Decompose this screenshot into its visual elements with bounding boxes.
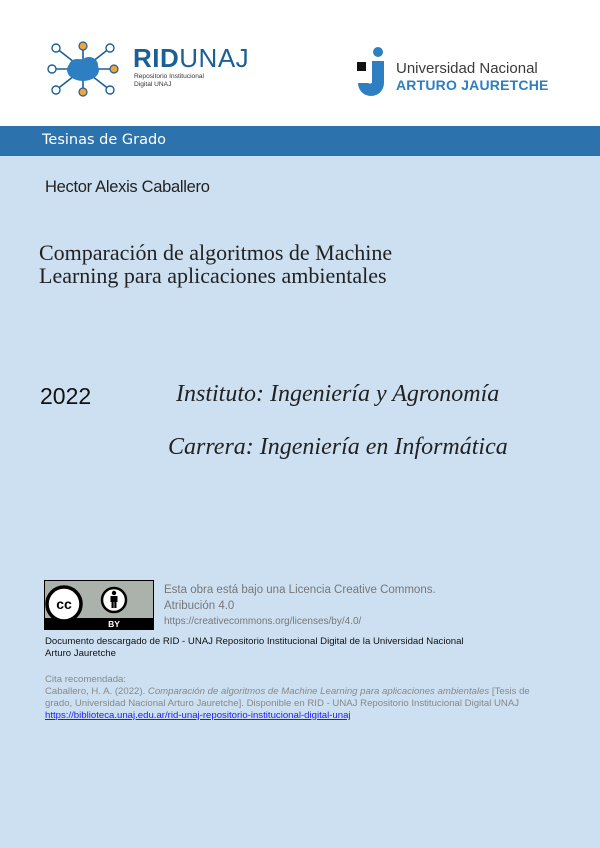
unaj-name-line1: Universidad Nacional	[396, 60, 538, 77]
rid-bold: RID	[133, 43, 180, 73]
rid-unaj-wordmark	[133, 44, 249, 72]
license-url[interactable]: https://creativecommons.org/licenses/by/4.0/	[164, 616, 362, 627]
cc-by-badge-icon[interactable]	[44, 580, 154, 630]
unaj-logo-icon	[357, 47, 389, 97]
unaj-name-line2: ARTURO JAURETCHE	[396, 77, 549, 93]
instituto: Instituto: Ingeniería y Agronomía	[176, 381, 500, 407]
citation-text	[45, 686, 557, 722]
rid-sub-line1: Repositorio Institucional	[134, 73, 205, 80]
author-name: Hector Alexis Caballero	[45, 178, 210, 196]
download-notice: Documento descargado de RID - UNAJ Repositorio Institucional Digital de la Universidad Nacional Arturo Jauretche	[45, 636, 464, 659]
category-label: Tesinas de Grado	[42, 132, 167, 148]
cc-label: cc	[56, 596, 72, 612]
rid-sub-line2: Digital UNAJ	[134, 81, 172, 88]
title-line1: Comparación de algoritmos de Machine	[39, 240, 393, 265]
carrera: Carrera: Ingeniería en Informática	[168, 434, 508, 460]
citation-suffix: [Tesis de grado, Universidad Nacional Arturo Jauretche]. Disponible en RID - UNAJ Repositorio Institucional Digital UNAJ	[45, 686, 530, 709]
by-label: BY	[108, 619, 120, 629]
title-line2: Learning para aplicaciones ambientales	[39, 263, 387, 288]
citation-title: Comparación de algoritmos de Machine Learning para aplicaciones ambientales	[147, 686, 490, 697]
document-title	[39, 241, 392, 287]
citation-link[interactable]: https://biblioteca.unaj.edu.ar/rid-unaj-repositorio-institucional-digital-unaj	[45, 710, 351, 721]
citation-prefix: Caballero, H. A. (2022).	[45, 686, 148, 697]
rid-network-logo-icon	[44, 40, 122, 98]
license-line2: Atribución 4.0	[164, 600, 235, 612]
rid-subtitle	[134, 73, 204, 89]
license-line1: Esta obra está bajo una Licencia Creative Commons.	[164, 584, 436, 596]
citation-label: Cita recomendada:	[45, 674, 127, 685]
rid-light: UNAJ	[179, 43, 250, 73]
year: 2022	[40, 383, 92, 409]
